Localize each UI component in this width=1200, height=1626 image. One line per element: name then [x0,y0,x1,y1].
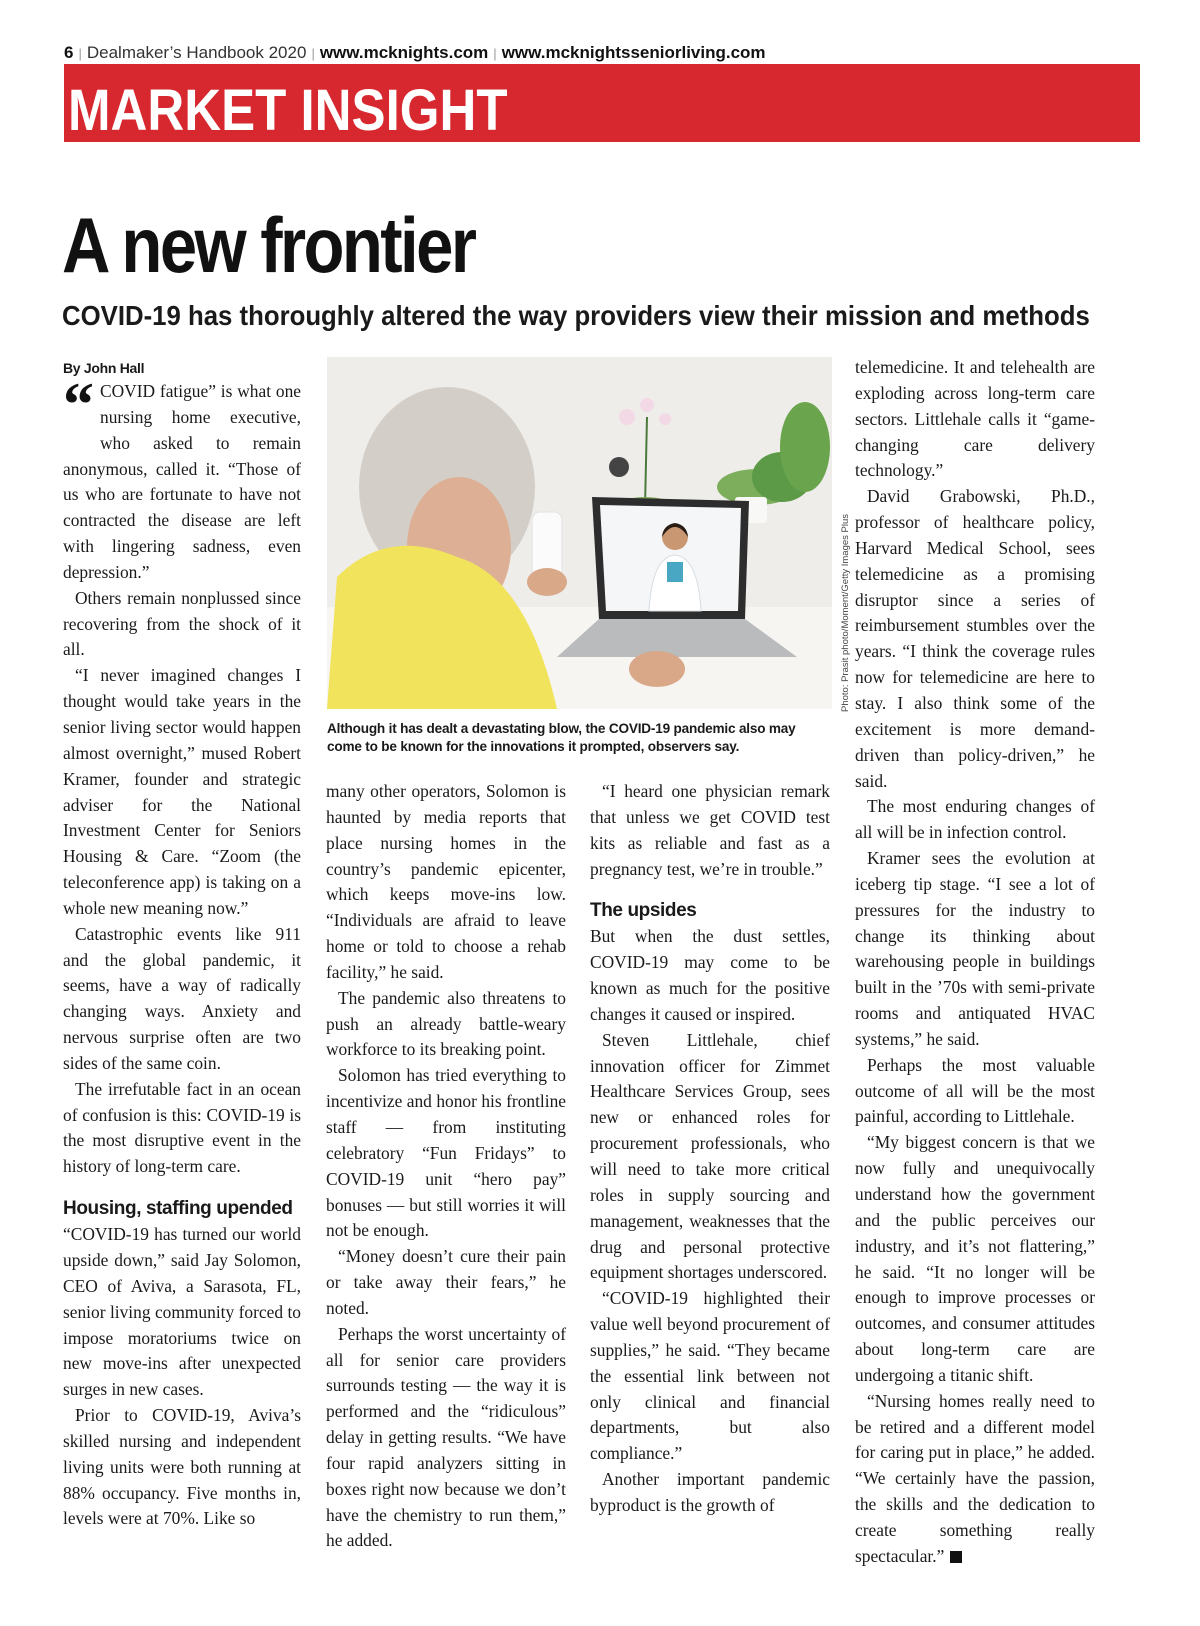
section-title: MARKET INSIGHT [68,78,508,142]
article-paragraph: David Grabowski, Ph.D., professor of healthcare policy, Harvard Medical School, sees telemedicine as a promising disruptor since a series of reimbursement stumbles over the years. “I think the coverage rules now for telemedicine are here to stay. I also think some of the excitement is more demand-driven than policy-driven,” he said. [855,486,1095,791]
subhead-housing: Housing, staffing upended [63,1198,293,1220]
running-head: 6 | Dealmaker’s Handbook 2020 | www.mcknights.com | www.mcknightsseniorliving.com [64,43,766,62]
publication-name: Dealmaker’s Handbook 2020 [86,43,307,62]
photo-caption: Although it has dealt a devastating blow, the COVID-19 pandemic also may come to be known for the innovations it prompted, observers say. [327,721,796,754]
end-mark-icon [950,1551,962,1563]
article-paragraph: Perhaps the worst uncertainty of all for senior care providers surrounds testing — the way it is performed and the “ridiculous” delay in getting results. “We have four rapid analyzers sitting in boxes right now because we don’t have the chemistry to run them,” he added. [326,1323,566,1551]
url-link-seniorliving[interactable]: www.mcknightsseniorliving.com [501,43,766,62]
article-paragraph: Prior to COVID-19, Aviva’s skilled nursing and independent living units were both running at 88% occupancy. Five months in, levels were at 70%. Like so [63,1405,301,1529]
article-paragraph: “I heard one physician remark that unless we get COVID test kits as reliable and fast as a pregnancy test, we’re in trouble.” [590,781,830,879]
open-quote-icon: “ [63,371,94,439]
article-paragraph: The most enduring changes of all will be in infection control. [855,796,1095,843]
article-paragraph: “COVID-19 has turned our world upside down,” said Jay Solomon, CEO of Aviva, a Sarasota, FL, senior living community forced to impose moratoriums twice on new move-ins after unexpected surges in new cases. [63,1224,301,1400]
article-paragraph: “Money doesn’t cure their pain or take away their fears,” he noted. [326,1246,566,1318]
telehealth-photo-illustration [327,357,832,709]
article-paragraph: “My biggest concern is that we now fully and unequivocally understand how the government and the public perceives our industry, and it’s not flattering,” he said. “It no longer will be enough to improve processes or outcomes, and consumer attitudes about long-term care are undergoing a titanic shift. [855,1132,1095,1385]
article-paragraph: telemedicine. It and telehealth are exploding across long-term care sectors. Littlehale calls it “game-changing care delivery technology.” [855,357,1095,481]
article-paragraph: Another important pandemic byproduct is the growth of [590,1469,830,1515]
article-paragraph: Kramer sees the evolution at iceberg tip stage. “I see a lot of pressures for the industry to change its thinking about warehousing people in buildings built in the ’70s with semi-private rooms and antiquated HVAC systems,” he said. [855,848,1095,1049]
article-paragraph: The pandemic also threatens to push an already battle-weary workforce to its breaking point. [326,987,566,1060]
article-paragraph: many other operators, Solomon is haunted by media reports that place nursing homes in the country’s pandemic epicenter, which keeps move-ins low. “Individuals are afraid to leave home or told to choose a rehab facility,” he said. [326,781,566,982]
article-paragraph: Catastrophic events like 911 and the global pandemic, it seems, have a way of radically changing ways. Anxiety and nervous surprise often are two sides of the same coin. [63,923,301,1073]
photo-credit: Photo: Prasit photo/Moment/Getty Images Plus [840,513,851,712]
article-column-4 [855,355,1095,1570]
article-paragraph: Perhaps the most valuable outcome of all will be the most painful, according to Littlehale. [855,1054,1095,1127]
article-column-3 [590,779,830,1519]
article-deck: COVID-19 has thoroughly altered the way providers view their mission and methods [62,300,1090,331]
article-paragraph: Solomon has tried everything to incentivize and honor his frontline staff — from instituting celebratory “Fun Fridays” to COVID-19 unit “hero pay” bonuses — but still worries it will not be enough. [326,1065,566,1241]
article-paragraph: Others remain nonplussed since recovering from the shock of it all. [63,587,301,660]
article-paragraph: “ COVID fatigue” is what one nursing home executive, who asked to remain anonymous, called it. “Those of us who are fortunate to have not contracted the disease are left with lingering sadness, even depression.” [63,371,301,582]
article-paragraph: “I never imagined changes I thought would take years in the senior living sector would happen almost overnight,” mused Robert Kramer, founder and strategic adviser for the National Investment Center for Seniors Housing & Care. “Zoom (the teleconference app) is taking on a whole new meaning now.” [63,665,301,918]
article-photo [327,357,832,709]
article-paragraph: “COVID-19 highlighted their value well beyond procurement of supplies,” he said. “They became the essential link between not only clinical and financial departments, but also compliance.” [590,1288,830,1464]
article-headline: A new frontier [62,201,475,289]
article-column-1 [63,357,301,1532]
article-paragraph: Steven Littlehale, chief innovation officer for Zimmet Healthcare Services Group, sees new or enhanced roles for procurement professionals, who will need to take more critical roles in supply sourcing and management, weaknesses that the drug and personal protective equipment shortages underscored. [590,1029,830,1283]
article-paragraph: The irrefutable fact in an ocean of confusion is this: COVID-19 is the most disruptive event in the history of long-term care. [63,1078,301,1177]
page-number: 6 [64,43,74,62]
article-paragraph: But when the dust settles, COVID-19 may come to be known as much for the positive changes it caused or inspired. [590,926,830,1024]
url-link-mcknights[interactable]: www.mcknights.com [319,43,489,62]
byline: By John Hall [63,360,145,376]
article-column-2 [326,779,566,1554]
subhead-upsides: The upsides [590,900,697,922]
section-banner [64,64,1140,142]
article-paragraph: “Nursing homes really need to be retired and a different model for caring put in place,” he added. “We certainly have the passion, the skills and the dedication to create something really spectacular.” [855,1390,1095,1566]
